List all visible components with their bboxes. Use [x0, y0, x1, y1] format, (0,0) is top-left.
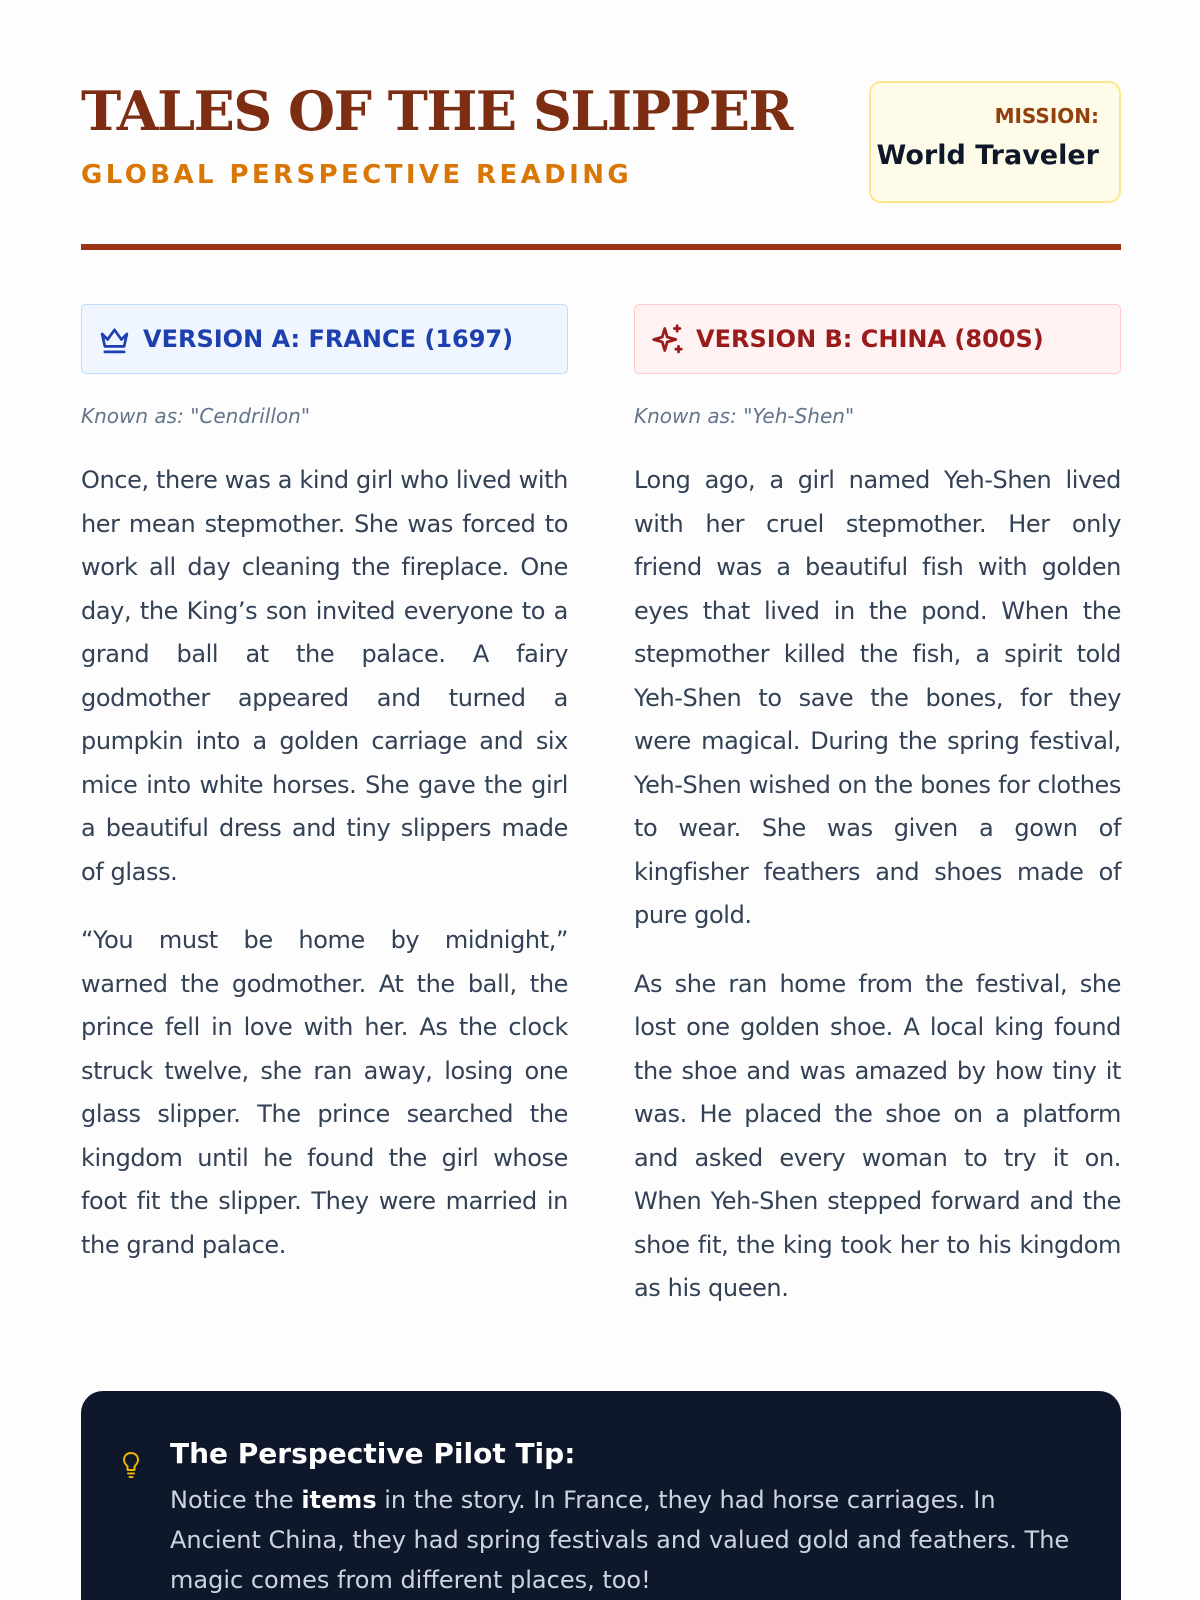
tip-box [81, 1391, 1121, 1600]
version-a-header [81, 304, 568, 374]
version-a-label: VERSION A: FRANCE (1697) [143, 325, 514, 353]
tip-body-suffix: in the story. In France, they had horse carriages. In Ancient China, they had spring festivals and valued gold and feathers. The magic comes from different places, too! [170, 1486, 1070, 1594]
mission-badge [869, 81, 1121, 203]
version-b-column [634, 304, 1121, 1311]
tip-body-emphasis: items [301, 1486, 377, 1514]
mission-label: MISSION: [994, 104, 1099, 128]
version-b-label: VERSION B: CHINA (800S) [696, 325, 1044, 353]
page-title: TALES OF THE SLIPPER [81, 79, 792, 143]
version-b-header [634, 304, 1121, 374]
lightbulb-icon [121, 1451, 141, 1479]
tip-body-prefix: Notice the [170, 1486, 302, 1514]
crown-icon [98, 323, 131, 356]
tip-body [170, 1480, 1090, 1600]
version-b-known-as: Known as: "Yeh-Shen" [634, 404, 855, 428]
version-a-paragraph-2: “You must be home by midnight,” warned the godmother. At the ball, the prince fell in love with her. As the clock struck twelve, she ran away, losing one glass slipper. The prince searched the kingdom until he found the girl whose foot fit the slipper. They were married in the grand palace. [81, 926, 568, 1259]
page-header [81, 80, 1121, 250]
tip-title: The Perspective Pilot Tip: [170, 1437, 576, 1470]
page-subtitle: GLOBAL PERSPECTIVE READING [81, 160, 633, 190]
sparkles-icon [651, 323, 684, 356]
mission-value: World Traveler [876, 140, 1099, 171]
version-a-known-as: Known as: "Cendrillon" [81, 404, 311, 428]
version-a-paragraph-1: Once, there was a kind girl who lived with her mean stepmother. She was forced to work all day cleaning the fireplace. One day, the King’s son invited everyone to a grand ball at the palace. A fairy godmother appeared and turned a pumpkin into a golden carriage and six mice into white horses. She gave the girl a beautiful dress and tiny slippers made of glass. [81, 466, 568, 886]
version-b-paragraph-2: As she ran home from the festival, she lost one golden shoe. A local king found the shoe and was amazed by how tiny it was. He placed the shoe on a platform and asked every woman to try it on. When Yeh-Shen stepped forward and the shoe fit, the king took her to his kingdom as his queen. [634, 969, 1121, 1302]
header-divider [81, 244, 1121, 250]
version-a-column [81, 304, 568, 1267]
version-b-paragraph-1: Long ago, a girl named Yeh-Shen lived with her cruel stepmother. Her only friend was a beautiful fish with golden eyes that lived in the pond. When the stepmother killed the fish, a spirit told Yeh-Shen to save the bones, for they were magical. During the spring festival, Yeh-Shen wished on the bones for clothes to wear. She was given a gown of kingfisher feathers and shoes made of pure gold. [634, 466, 1121, 929]
